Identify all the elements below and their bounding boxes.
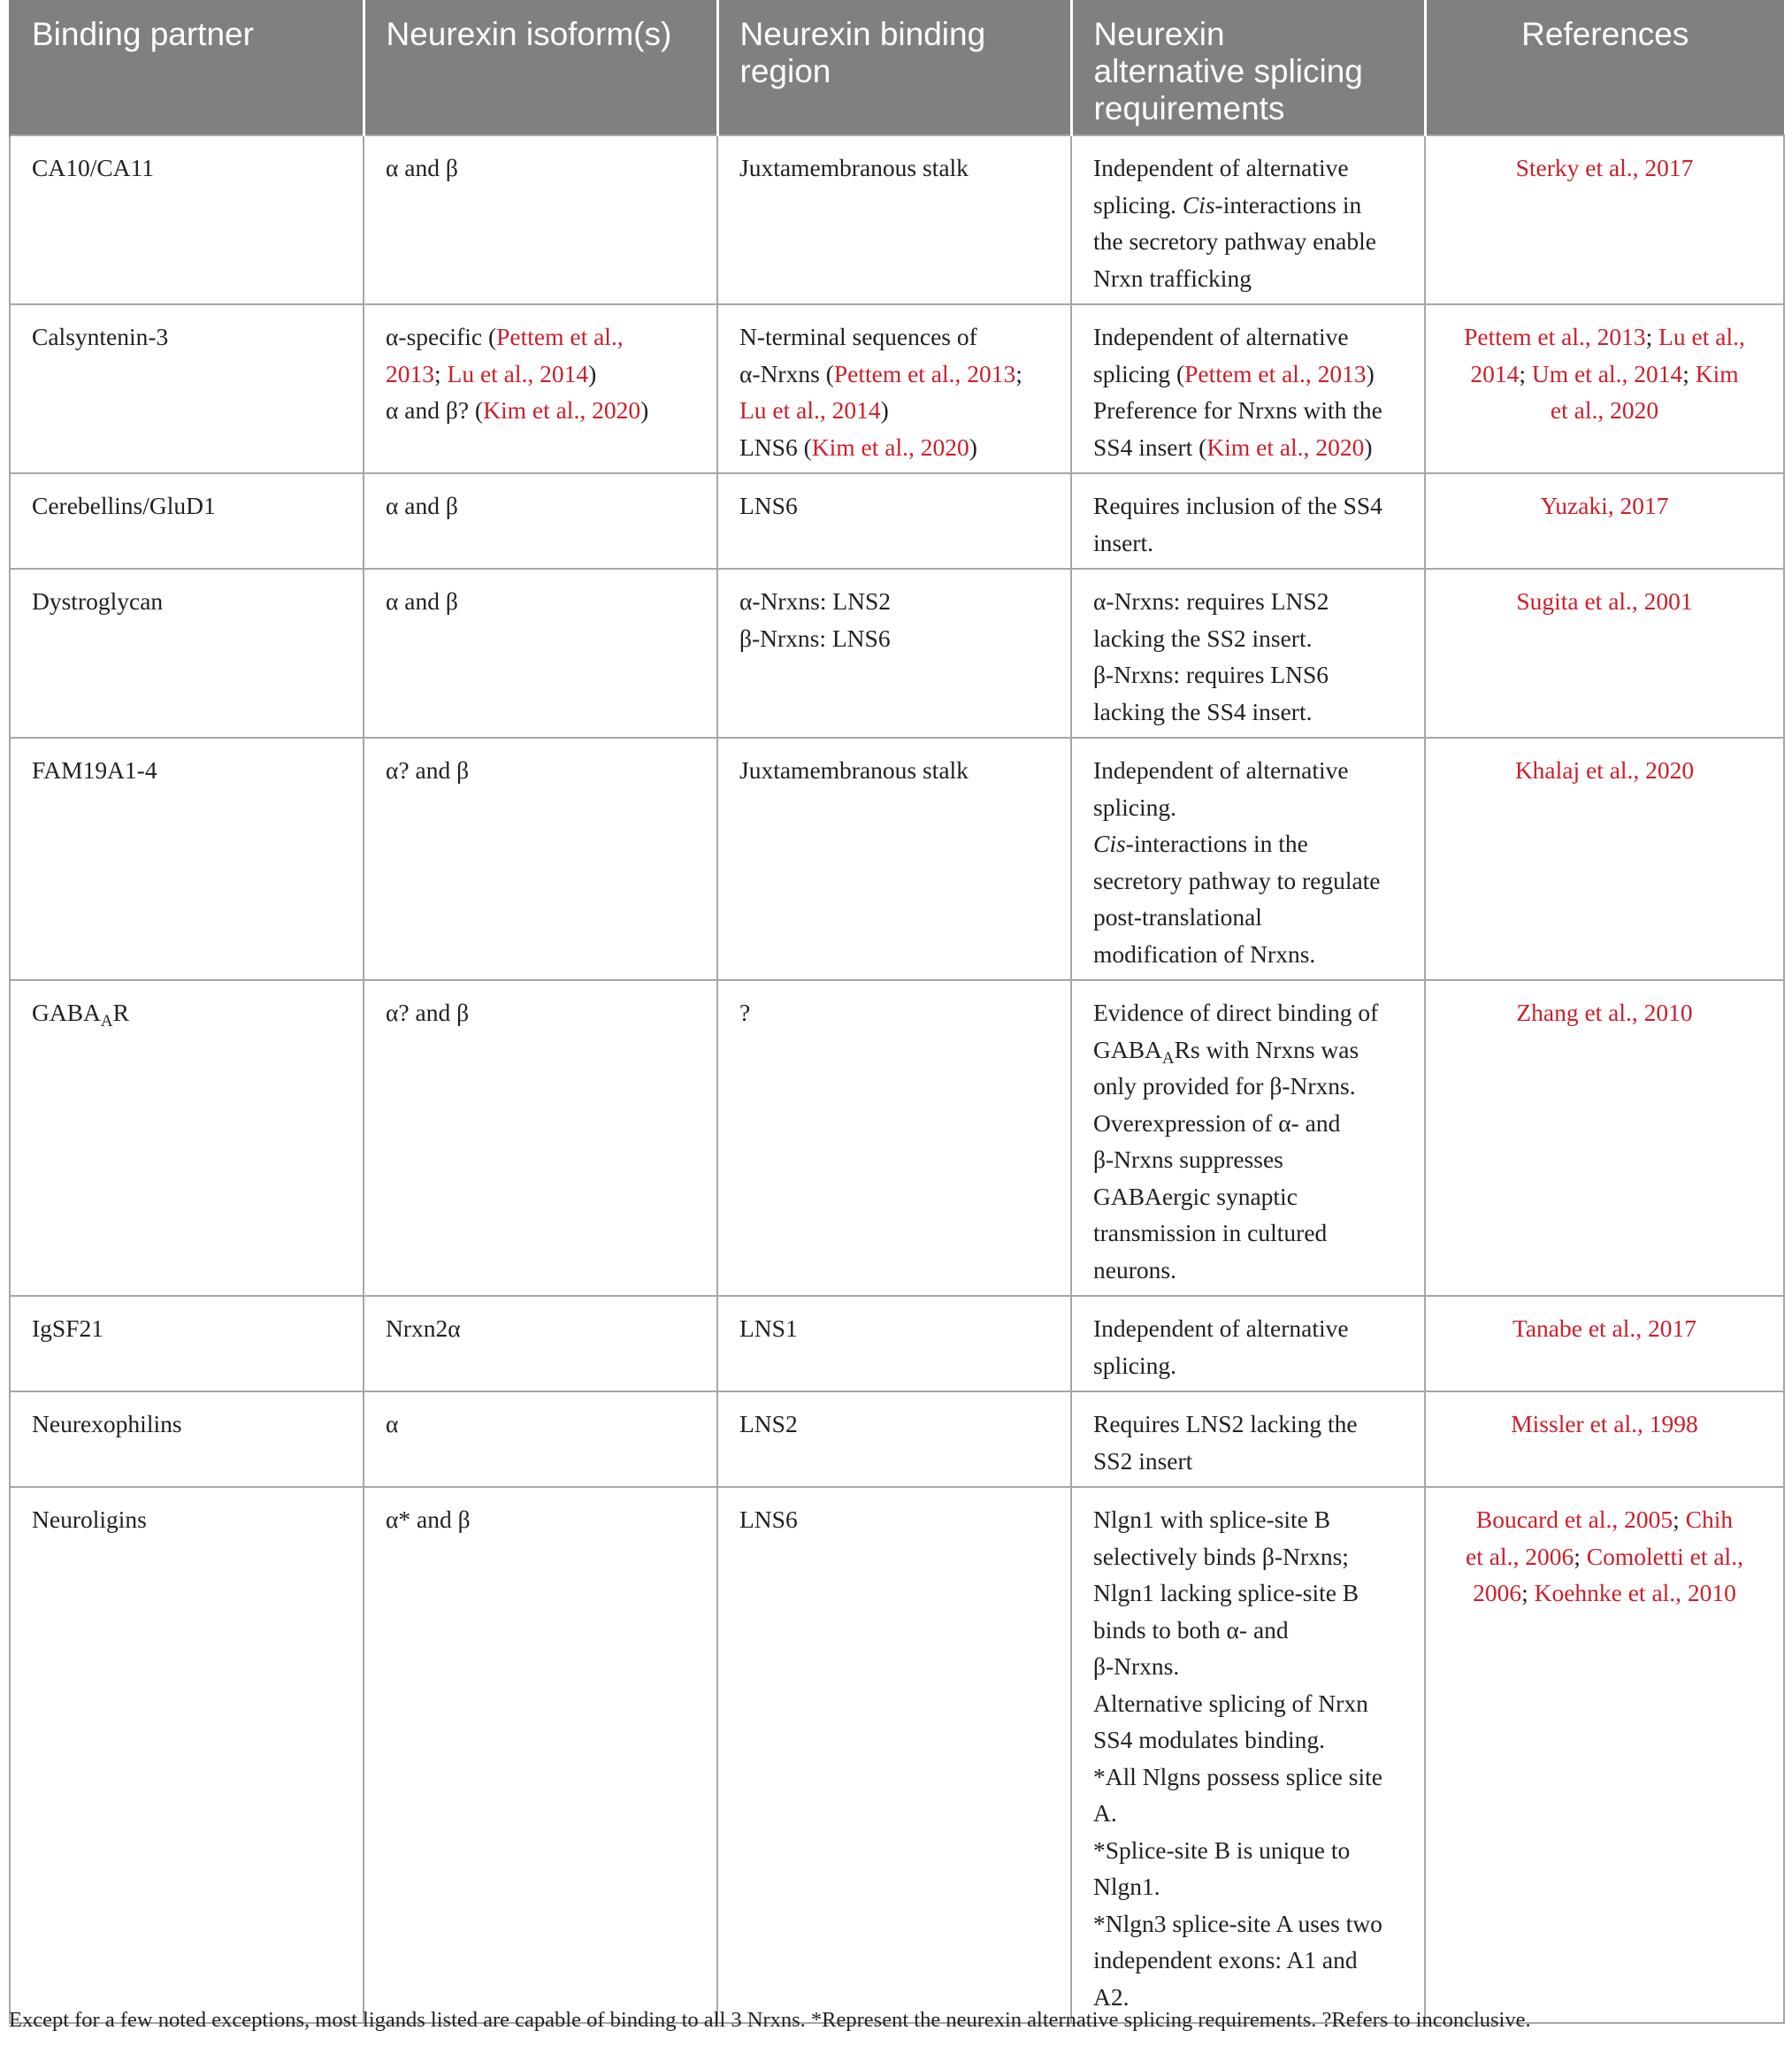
cell-line: [1447, 752, 1762, 789]
citation-link[interactable]: 2020: [592, 396, 641, 424]
table-row: [10, 1487, 1784, 2023]
cell-line: α and β: [386, 492, 458, 519]
citation-link[interactable]: 2020: [1315, 433, 1365, 461]
cell-isoform: [364, 980, 717, 1296]
cell-line: Independent of alternative: [1093, 1314, 1349, 1342]
citation-link[interactable]: Chih: [1685, 1506, 1734, 1533]
cell-isoform: [364, 738, 717, 980]
cell-references: [1425, 980, 1784, 1296]
citation-link[interactable]: Lu et al.,: [1658, 323, 1745, 350]
table-row: [10, 738, 1784, 980]
cell-binding-partner: [10, 1487, 364, 2023]
cell-isoform: [364, 473, 717, 569]
cell-line: A2.: [1093, 1982, 1130, 2011]
cell-splicing: [1071, 738, 1425, 980]
cell-line: et al., 2006; Comoletti et al.,: [1466, 1542, 1743, 1570]
citation-link[interactable]: Kim et al.,: [811, 433, 915, 461]
header-line: Neurexin: [1093, 16, 1225, 52]
cell-binding-partner: [10, 135, 364, 304]
cell-line: [1447, 994, 1762, 1031]
cell-isoform: [364, 304, 717, 473]
citation-link[interactable]: Khalaj et al., 2020: [1514, 756, 1695, 784]
citation-link[interactable]: Comoletti et al.,: [1586, 1542, 1743, 1570]
cell-splicing: [1071, 1391, 1425, 1487]
citation-link[interactable]: Sugita et al., 2001: [1516, 587, 1693, 615]
cell-line: α and β? (Kim et al., 2020): [386, 396, 649, 424]
cell-line: α and β: [386, 154, 458, 181]
table-row: [10, 135, 1784, 304]
cell-line: α-Nrxns: LNS2: [739, 587, 892, 615]
cell-line: Pettem et al., 2013; Lu et al.,: [1464, 323, 1745, 350]
cell-binding-partner: [10, 1296, 364, 1391]
cell-line: *All Nlgns possess splice site: [1093, 1762, 1382, 1790]
cell-line: N-terminal sequences of: [739, 323, 977, 350]
cell-line: the secretory pathway enable: [1093, 227, 1376, 255]
cell-line: β-Nrxns: requires LNS6: [1093, 661, 1329, 688]
cell-references: [1425, 1391, 1784, 1487]
cell-binding-partner: [10, 304, 364, 473]
cell-splicing: [1071, 473, 1425, 569]
cell-binding-region: [717, 1296, 1071, 1391]
cell-text: Cerebellins/GluD1: [32, 492, 216, 519]
cell-isoform: [364, 1391, 717, 1487]
cell-line: Lu et al., 2014): [739, 396, 889, 424]
cell-references: [1425, 569, 1784, 738]
cell-line: Preference for Nrxns with the: [1093, 396, 1382, 424]
cell-line: only provided for β-Nrxns.: [1093, 1072, 1356, 1100]
citation-link[interactable]: Koehnke et al., 2010: [1534, 1579, 1736, 1606]
header-line: alternative splicing: [1093, 53, 1363, 89]
citation-link[interactable]: 2013: [386, 359, 434, 387]
cell-binding-partner: [10, 738, 364, 980]
cell-isoform: [364, 569, 717, 738]
cell-splicing: [1071, 980, 1425, 1296]
cell-line: Juxtamembranous stalk: [739, 756, 969, 784]
header-line: References: [1521, 16, 1689, 52]
cell-line: α-specific (Pettem et al.,: [386, 323, 624, 350]
cell-line: splicing (Pettem et al., 2013): [1093, 359, 1375, 387]
cell-line: transmission in cultured: [1093, 1219, 1328, 1246]
citation-link[interactable]: 2013: [1317, 359, 1367, 387]
citation-link[interactable]: Missler et al., 1998: [1511, 1410, 1698, 1437]
cell-line: Overexpression of α- and: [1093, 1108, 1341, 1137]
cell-binding-partner: [10, 980, 364, 1296]
cell-line: splicing.: [1093, 793, 1176, 821]
citation-link[interactable]: 2014: [831, 396, 881, 424]
cell-line: 2006; Koehnke et al., 2010: [1473, 1579, 1736, 1606]
cell-line: LNS6 (Kim et al., 2020): [739, 433, 977, 461]
citation-link[interactable]: 2014: [540, 359, 589, 387]
cell-line: [1447, 149, 1762, 187]
cell-binding-region: [717, 304, 1071, 473]
cell-line: [1447, 583, 1762, 620]
citation-link[interactable]: Yuzaki, 2017: [1540, 492, 1669, 519]
cell-line: β-Nrxns: LNS6: [739, 624, 891, 652]
citation-link[interactable]: Pettem et al., 2013: [1464, 323, 1646, 350]
cell-binding-partner: [10, 1391, 364, 1487]
table-container: [9, 0, 1783, 2024]
citation-link[interactable]: Kim et al.,: [483, 396, 586, 424]
cell-binding-region: [717, 1487, 1071, 2023]
cell-references: [1425, 738, 1784, 980]
cell-line: SS4 insert (Kim et al., 2020): [1093, 433, 1373, 461]
cell-line: α: [386, 1410, 399, 1437]
cell-references: [1425, 473, 1784, 569]
cell-line: insert.: [1093, 528, 1153, 556]
cell-line: Nrxn2α: [386, 1314, 461, 1342]
cell-line: selectively binds β-Nrxns;: [1093, 1542, 1349, 1570]
cell-line: binds to both α- and: [1093, 1615, 1289, 1644]
header-line: Neurexin isoform(s): [386, 16, 672, 52]
table-footnote: Except for a few noted exceptions, most ligands listed are capable of binding to all 3 Nrxns. *Represent the neurexin alternative splicing requirements. ?Refers to inconclusive.: [9, 2008, 1531, 2032]
cell-line: *Splice-site B is unique to: [1093, 1835, 1351, 1864]
cell-line: Requires LNS2 lacking the: [1093, 1410, 1358, 1437]
cell-references: [1425, 1296, 1784, 1391]
cell-line: [1447, 1406, 1762, 1443]
cell-line: β-Nrxns suppresses: [1093, 1146, 1283, 1173]
table-row: [10, 569, 1784, 738]
cell-references: [1425, 135, 1784, 304]
cell-line: modification of Nrxns.: [1093, 939, 1316, 968]
cell-text: Calsyntenin-3: [32, 323, 169, 350]
table-row: [10, 473, 1784, 569]
cell-references: [1425, 1487, 1784, 2023]
cell-binding-region: [717, 473, 1071, 569]
cell-line: splicing. Cis-interactions in: [1093, 190, 1362, 218]
cell-line: α and β: [386, 587, 458, 615]
cell-line: β-Nrxns.: [1093, 1652, 1180, 1680]
cell-binding-region: [717, 980, 1071, 1296]
citation-link[interactable]: Boucard et al., 2005: [1475, 1506, 1673, 1533]
citation-link[interactable]: Lu et al.,: [447, 359, 534, 387]
cell-isoform: [364, 135, 717, 304]
cell-references: [1425, 304, 1784, 473]
citation-link[interactable]: Zhang et al., 2010: [1516, 999, 1693, 1026]
cell-splicing: [1071, 135, 1425, 304]
header-binding-region: [717, 0, 1071, 135]
citation-link[interactable]: 2006: [1473, 1579, 1522, 1606]
table-row: [10, 1391, 1784, 1487]
citation-link[interactable]: Tanabe et al., 2017: [1512, 1314, 1697, 1342]
cell-line: LNS6: [739, 492, 798, 519]
cell-line: $GABA_ARs$ with Nrxns was: [1093, 1035, 1359, 1068]
cell-binding-partner: [10, 569, 364, 738]
cell-line: Juxtamembranous stalk: [739, 154, 969, 181]
cell-line: LNS1: [739, 1314, 798, 1342]
header-binding-partner: [10, 0, 364, 135]
header-line: Neurexin binding: [739, 16, 986, 52]
cell-line: lacking the SS2 insert.: [1093, 624, 1313, 652]
citation-link[interactable]: Kim: [1695, 359, 1739, 387]
cell-line: α* and β: [386, 1506, 471, 1533]
cell-line: Independent of alternative: [1093, 756, 1349, 784]
table-row: [10, 980, 1784, 1296]
cell-line: Nrxn trafficking: [1093, 264, 1252, 292]
cell-line: Evidence of direct binding of: [1093, 999, 1379, 1026]
header-line: Binding partner: [32, 16, 254, 52]
cell-binding-region: [717, 1391, 1071, 1487]
header-splicing-requirements: [1071, 0, 1425, 135]
cell-line: [1447, 392, 1762, 429]
header-references: [1425, 0, 1784, 135]
cell-line: independent exons: A1 and: [1093, 1946, 1358, 1973]
header-line: requirements: [1093, 90, 1285, 126]
cell-line: Alternative splicing of Nrxn: [1093, 1689, 1368, 1717]
cell-line: 2014; Um et al., 2014; Kim: [1470, 359, 1739, 387]
cell-line: post-translational: [1093, 903, 1262, 931]
cell-text: Neurexophilins: [32, 1410, 182, 1437]
cell-line: 2013; Lu et al., 2014): [386, 359, 597, 387]
cell-line: α-Nrxns (Pettem et al., 2013;: [739, 359, 1022, 387]
cell-binding-region: [717, 135, 1071, 304]
citation-link[interactable]: Kim et al.,: [1206, 433, 1310, 461]
citation-link[interactable]: Sterky et al., 2017: [1515, 154, 1694, 181]
cell-line: Nlgn1.: [1093, 1873, 1160, 1900]
citation-link[interactable]: et al., 2020: [1550, 396, 1659, 424]
citation-link[interactable]: Lu et al.,: [739, 396, 826, 424]
cell-line: [1447, 1310, 1762, 1347]
citation-link[interactable]: Pettem et al.,: [833, 359, 961, 387]
header-line: region: [739, 53, 831, 89]
cell-line: ?: [739, 999, 751, 1026]
table-header-row: [10, 0, 1784, 135]
cell-splicing: [1071, 1296, 1425, 1391]
cell-text: FAM19A1-4: [32, 756, 157, 784]
cell-line: neurons.: [1093, 1255, 1176, 1284]
cell-line: [1447, 487, 1762, 525]
cell-line: Independent of alternative: [1093, 323, 1349, 350]
cell-line: *Nlgn3 splice-site A uses two: [1093, 1909, 1382, 1937]
cell-isoform: [364, 1296, 717, 1391]
cell-binding-partner: [10, 473, 364, 569]
cell-line: lacking the SS4 insert.: [1093, 697, 1313, 725]
citation-link[interactable]: et al., 2006: [1466, 1542, 1574, 1570]
cell-text: $GABA_AR$: [32, 999, 129, 1031]
cell-line: Requires inclusion of the SS4: [1093, 492, 1382, 519]
cell-line: SS4 modulates binding.: [1093, 1726, 1326, 1753]
citation-link[interactable]: Pettem et al.,: [1184, 359, 1312, 387]
header-isoforms: [364, 0, 717, 135]
cell-line: Nlgn1 lacking splice-site B: [1093, 1579, 1359, 1606]
table-row: [10, 304, 1784, 473]
cell-line: SS2 insert: [1093, 1446, 1193, 1475]
cell-isoform: [364, 1487, 717, 2023]
cell-line: Nlgn1 with splice-site B: [1093, 1506, 1331, 1533]
cell-line: secretory pathway to regulate: [1093, 866, 1381, 894]
cell-binding-region: [717, 738, 1071, 980]
cell-line: Independent of alternative: [1093, 154, 1349, 181]
citation-link[interactable]: Um et al., 2014: [1531, 359, 1683, 387]
cell-binding-region: [717, 569, 1071, 738]
cell-splicing: [1071, 1487, 1425, 2023]
cell-line: LNS2: [739, 1410, 798, 1437]
cell-line: A.: [1093, 1799, 1117, 1827]
citation-link[interactable]: 2013: [967, 359, 1016, 387]
cell-line: GABAergic synaptic: [1093, 1182, 1298, 1210]
cell-splicing: [1071, 304, 1425, 473]
cell-line: LNS6: [739, 1506, 798, 1533]
cell-line: α-Nrxns: requires LNS2: [1093, 587, 1329, 615]
cell-line: splicing.: [1093, 1351, 1176, 1379]
cell-text: Neuroligins: [32, 1506, 147, 1533]
citation-link[interactable]: Pettem et al.,: [496, 323, 624, 350]
citation-link[interactable]: 2020: [920, 433, 969, 461]
cell-line: Cis-interactions in the: [1093, 830, 1308, 857]
cell-line: α? and β: [386, 999, 470, 1026]
cell-text: IgSF21: [32, 1314, 103, 1342]
cell-line: Boucard et al., 2005; Chih: [1475, 1506, 1734, 1533]
citation-link[interactable]: 2014: [1470, 359, 1520, 387]
cell-text: Dystroglycan: [32, 587, 164, 615]
binding-partners-table: [9, 0, 1785, 2024]
cell-text: CA10/CA11: [32, 154, 155, 181]
cell-splicing: [1071, 569, 1425, 738]
cell-line: α? and β: [386, 756, 470, 784]
table-row: [10, 1296, 1784, 1391]
